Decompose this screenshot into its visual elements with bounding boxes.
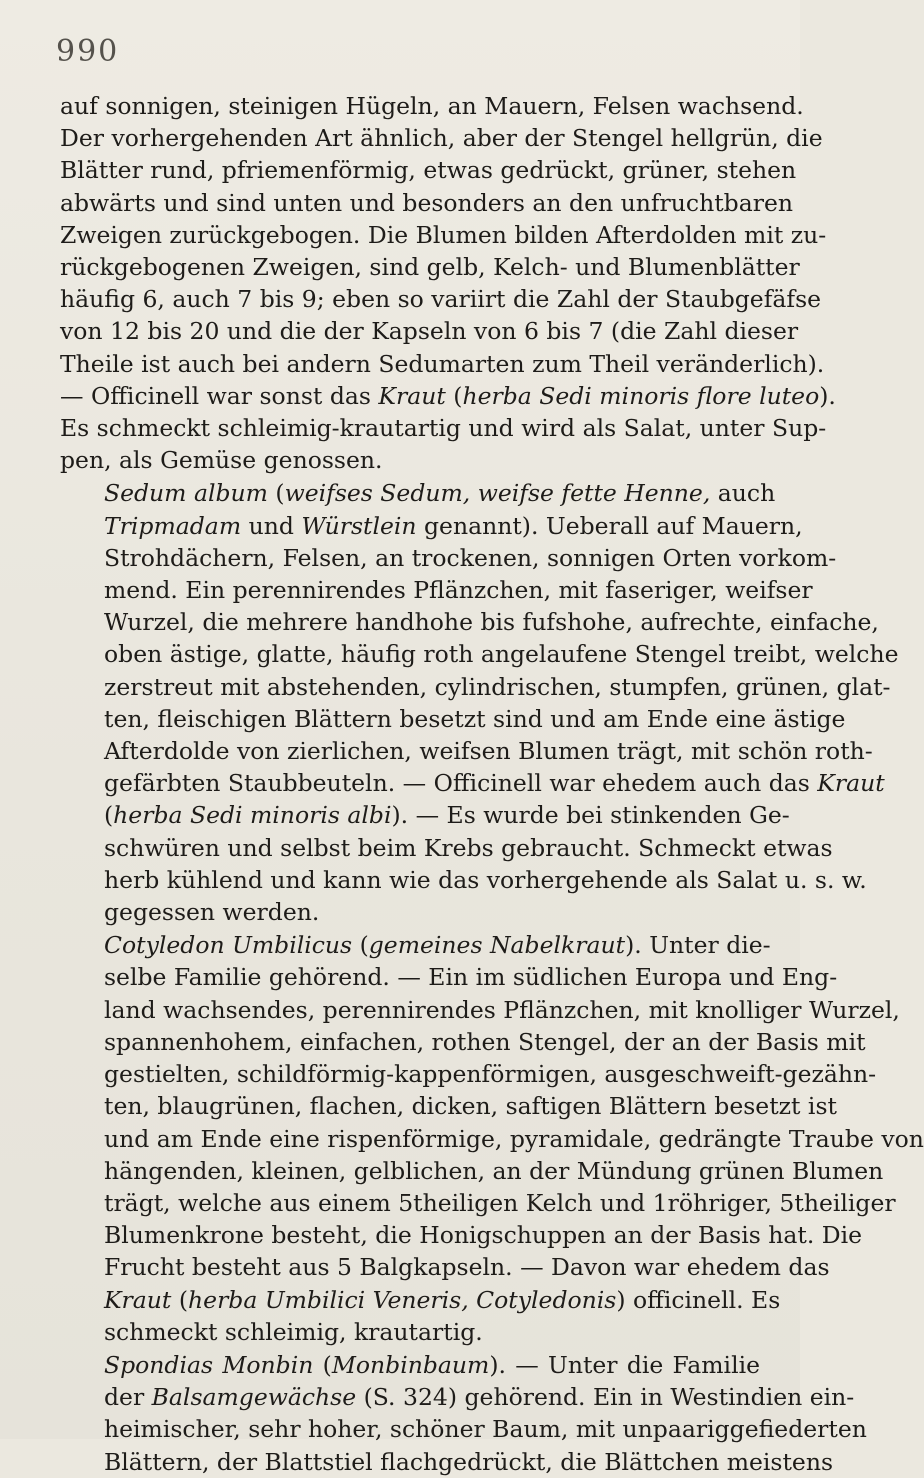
italic-text: Kraut <box>817 769 885 798</box>
text-line <box>60 348 825 380</box>
text-run: ). — Unter die Familie <box>489 1350 761 1379</box>
text-run: (S. 324) gehörend. Ein in Westindien ein- <box>356 1383 855 1412</box>
italic-text: Cotyledon Umbilicus <box>104 931 353 960</box>
text-line <box>60 961 838 993</box>
text-line <box>60 122 823 154</box>
text-run: trägt, welche aus einem 5theiligen Kelch und 1röhriger, 5theiliger <box>104 1188 896 1217</box>
italic-text: Würstlein <box>301 511 417 540</box>
text-run: genannt). Ueberall auf Mauern, <box>416 511 803 540</box>
text-run: häufig 6, auch 7 bis 9; eben so variirt die Zahl der Staubgefäfse <box>60 285 822 314</box>
text-line <box>60 1284 781 1316</box>
text-run: ( <box>352 931 369 960</box>
text-line <box>60 510 803 542</box>
text-line <box>60 896 760 928</box>
text-run: mend. Ein perennirendes Pflänzchen, mit faseriger, weifser <box>104 576 813 605</box>
text-line <box>60 638 899 670</box>
text-line <box>60 315 799 347</box>
italic-text: herba Umbilici Veneris, Cotyledonis <box>188 1285 617 1314</box>
paragraph <box>60 90 836 476</box>
italic-text: Monbinbaum <box>331 1350 490 1379</box>
text-line <box>60 1349 760 1381</box>
text-run: ten, fleischigen Blättern besetzt sind und am Ende eine ästige <box>104 704 846 733</box>
text-line <box>60 994 900 1026</box>
text-run: rückgebogenen Zweigen, sind gelb, Kelch- und Blumenblätter <box>60 253 800 282</box>
text-run: der <box>104 1383 152 1412</box>
text-line <box>60 542 837 574</box>
text-line <box>60 444 760 476</box>
text-line <box>60 412 827 444</box>
text-run: gegessen werden. <box>104 898 320 927</box>
text-line <box>60 1123 924 1155</box>
body-text <box>60 90 924 1478</box>
italic-text: Kraut <box>104 1285 172 1314</box>
text-line <box>60 671 891 703</box>
text-run: schwüren und selbst beim Krebs gebraucht. Schmeckt etwas <box>104 833 833 862</box>
text-run: und <box>241 511 302 540</box>
italic-text: weifses Sedum, weifse fette Henne, <box>284 479 711 508</box>
text-line <box>60 1187 896 1219</box>
text-run: land wachsendes, perennirendes Pflänzchen, mit knolliger Wurzel, <box>104 995 900 1024</box>
text-line <box>60 1251 830 1283</box>
text-run: ). — Es wurde bei stinkenden Ge- <box>391 801 790 830</box>
text-line <box>60 154 797 186</box>
text-line <box>60 1090 837 1122</box>
text-line <box>60 1381 855 1413</box>
text-run: ). Unter die- <box>625 931 771 960</box>
text-line <box>60 283 822 315</box>
text-run: ) officinell. Es <box>616 1285 781 1314</box>
text-run: Es schmeckt schleimig-krautartig und wird als Salat, unter Sup- <box>60 414 827 443</box>
text-line <box>60 574 813 606</box>
italic-text: herba Sedi minoris flore luteo <box>462 381 820 410</box>
text-run: hängenden, kleinen, gelblichen, an der Mündung grünen Blumen <box>104 1156 884 1185</box>
italic-text: Kraut <box>378 381 446 410</box>
text-line <box>60 1219 863 1251</box>
text-run: oben ästige, glatte, häufig roth angelaufene Stengel treibt, welche <box>104 640 899 669</box>
text-run: Blätter rund, pfriemenförmig, etwas gedrückt, grüner, stehen <box>60 156 797 185</box>
text-run: ten, blaugrünen, flachen, dicken, saftigen Blättern besetzt ist <box>104 1092 837 1121</box>
italic-text: gemeines Nabelkraut <box>368 931 626 960</box>
text-line <box>60 1058 877 1090</box>
italic-text: Sedum album <box>104 479 268 508</box>
text-run: Der vorhergehenden Art ähnlich, aber der Stengel hellgrün, die <box>60 124 823 153</box>
text-line <box>60 735 873 767</box>
italic-text: herba Sedi minoris albi <box>113 801 392 830</box>
text-run: Blättern, der Blattstiel flachgedrückt, die Blättchen meistens <box>104 1447 834 1476</box>
italic-text: Tripmadam <box>104 511 242 540</box>
text-run: selbe Familie gehörend. — Ein im südlichen Europa und Eng- <box>104 963 838 992</box>
paragraph <box>60 1349 867 1478</box>
text-run: Theile ist auch bei andern Sedumarten zum Theil veränderlich). <box>60 349 825 378</box>
text-run: und am Ende eine rispenförmige, pyramidale, gedrängte Traube von <box>104 1124 924 1153</box>
text-line <box>60 703 846 735</box>
text-line <box>60 832 833 864</box>
text-run: ( <box>171 1285 189 1314</box>
text-run: ). <box>819 381 836 410</box>
text-run: ( <box>267 479 285 508</box>
text-line <box>60 380 836 412</box>
text-line <box>60 251 800 283</box>
text-run: auch <box>710 479 776 508</box>
text-run: Afterdolde von zierlichen, weifsen Blumen trägt, mit schön roth- <box>104 737 873 766</box>
text-run: gefärbten Staubbeuteln. — Officinell war ehedem auch das <box>104 769 818 798</box>
text-run: spannenhohem, einfachen, rothen Stengel, der an der Basis mit <box>104 1027 866 1056</box>
text-line <box>60 929 771 961</box>
italic-text: Balsamgewächse <box>151 1383 357 1412</box>
text-line <box>60 1413 867 1445</box>
text-line <box>60 187 793 219</box>
text-line <box>60 1026 866 1058</box>
text-run: von 12 bis 20 und die der Kapseln von 6 bis 7 (die Zahl dieser <box>60 317 799 346</box>
text-line <box>60 767 885 799</box>
text-run: gestielten, schildförmig-kappenförmigen, ausgeschweift-gezähn- <box>104 1060 877 1089</box>
text-line <box>60 219 827 251</box>
text-run: Wurzel, die mehrere handhohe bis fufshohe, aufrechte, einfache, <box>104 608 879 637</box>
text-run: schmeckt schleimig, krautartig. <box>104 1317 483 1346</box>
paragraph <box>60 929 924 1348</box>
text-line <box>60 1316 760 1348</box>
text-line <box>60 477 776 509</box>
italic-text: Spondias Monbin <box>104 1350 314 1379</box>
text-run: heimischer, sehr hoher, schöner Baum, mit unpaariggefiederten <box>104 1415 867 1444</box>
text-run: ( <box>445 381 463 410</box>
text-run: — Officinell war sonst das <box>60 381 379 410</box>
text-run: Zweigen zurückgebogen. Die Blumen bilden Afterdolden mit zu- <box>60 220 827 249</box>
text-line <box>60 799 790 831</box>
page-number: 990 <box>56 34 120 69</box>
text-run: auf sonnigen, steinigen Hügeln, an Mauern, Felsen wachsend. <box>60 92 804 120</box>
text-run: Blumenkrone besteht, die Honigschuppen an der Basis hat. Die <box>104 1221 863 1250</box>
text-run: ( <box>104 801 114 830</box>
text-run: ( <box>313 1350 332 1379</box>
text-line <box>60 1446 834 1478</box>
paragraph <box>60 477 899 928</box>
text-run: abwärts und sind unten und besonders an den unfruchtbaren <box>60 188 793 217</box>
text-run: Frucht besteht aus 5 Balgkapseln. — Davon war ehedem das <box>104 1253 830 1282</box>
text-run: zerstreut mit abstehenden, cylindrischen, stumpfen, grünen, glat- <box>104 672 891 701</box>
text-line <box>60 90 804 122</box>
text-run: pen, als Gemüse genossen. <box>60 446 383 475</box>
text-run: herb kühlend und kann wie das vorhergehende als Salat u. s. w. <box>104 865 867 894</box>
text-line <box>60 606 879 638</box>
text-line <box>60 864 867 896</box>
text-run: Strohdächern, Felsen, an trockenen, sonnigen Orten vorkom- <box>104 543 837 572</box>
text-line <box>60 1155 884 1187</box>
